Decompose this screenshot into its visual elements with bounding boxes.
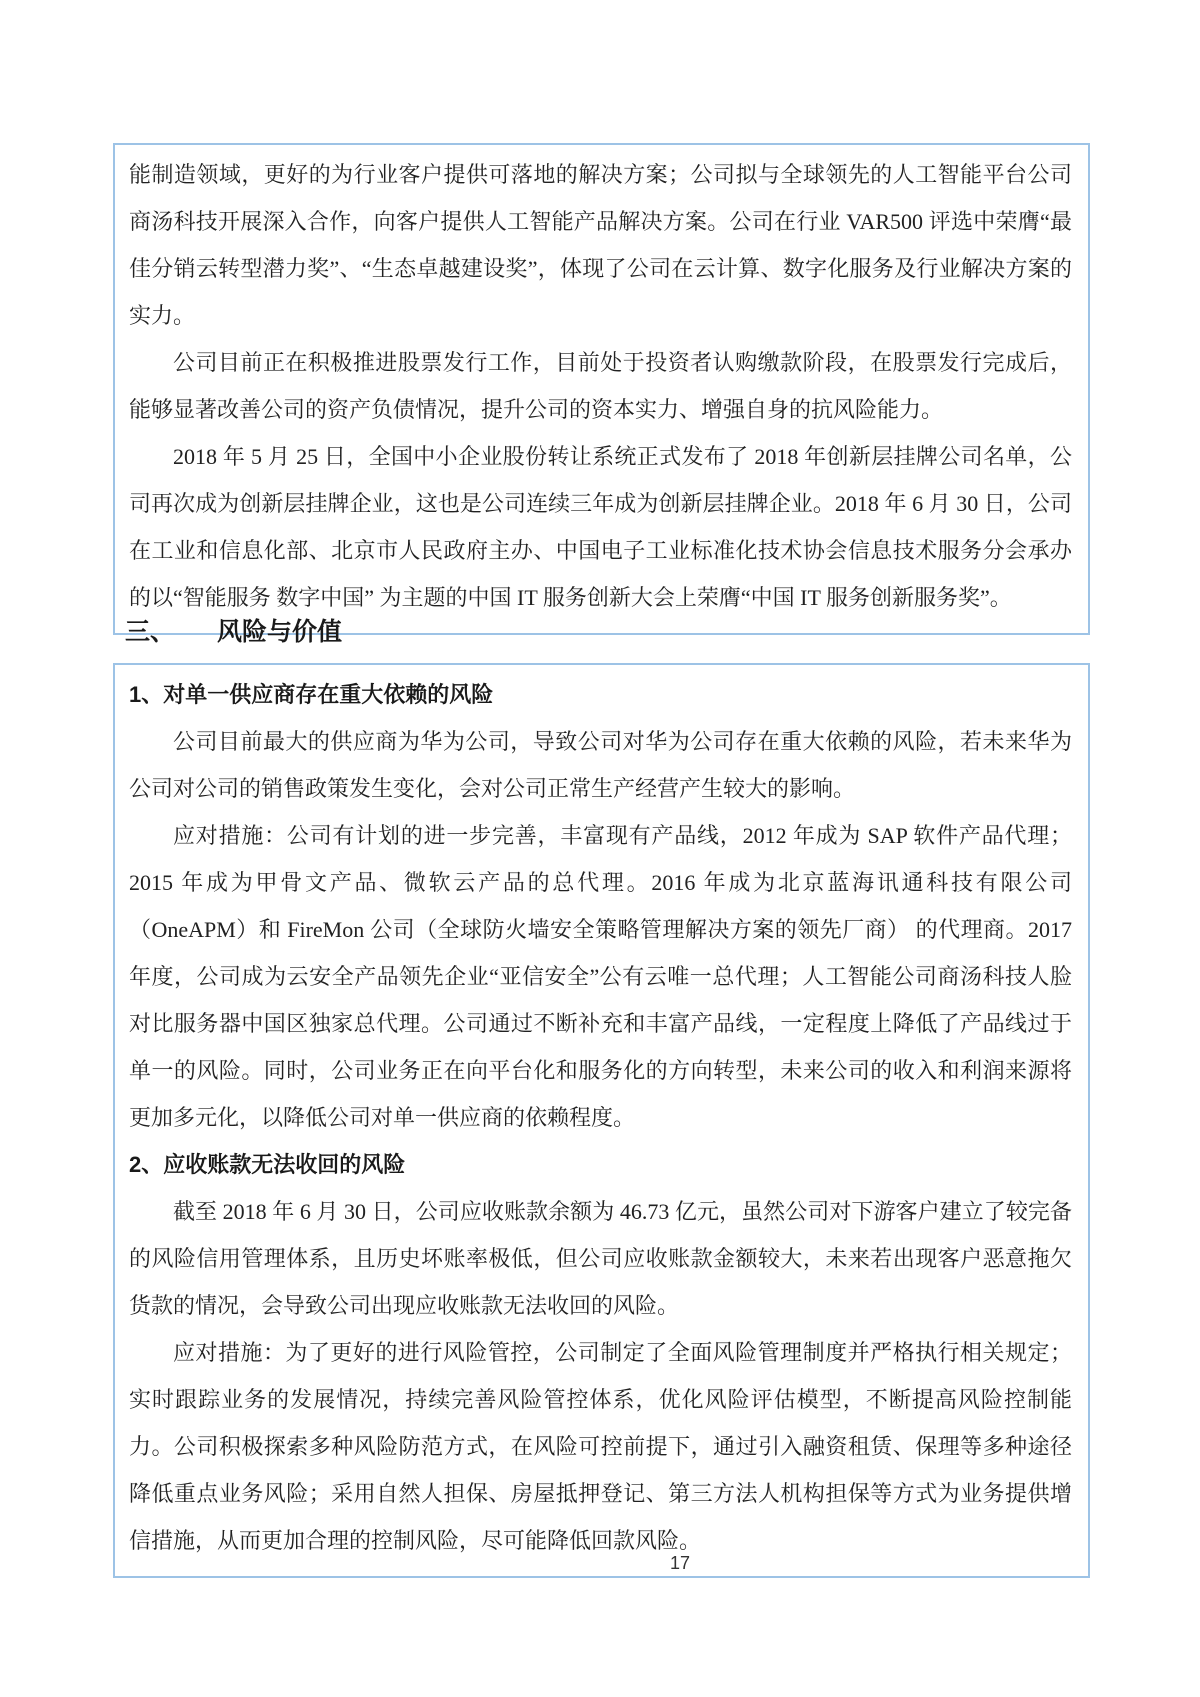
paragraph: 能制造领域，更好的为行业客户提供可落地的解决方案；公司拟与全球领先的人工智能平台公司商汤科技开展深入合作，向客户提供人工智能产品解决方案。公司在行业 VAR500 评选中荣膺“最佳分销云转型潜力奖”、“生态卓越建设奖”，体现了公司在云计算、数字化服务及行业解决方案的实力。 [129, 162, 1072, 328]
paragraph: 2018 年 5 月 25 日，全国中小企业股份转让系统正式发布了 2018 年创新层挂牌公司名单，公司再次成为创新层挂牌企业，这也是公司连续三年成为创新层挂牌企业。2018 年 6 月 30 日，公司在工业和信息化部、北京市人民政府主办、中国电子工业标准化技术协会信息技术服务分会承办的以“智能服务 数字中国” 为主题的中国 IT 服务创新大会上荣膺“中国 IT 服务创新服务奖”。 [129, 444, 1072, 610]
section-heading [125, 612, 342, 648]
risk-item-heading: 1、对单一供应商存在重大依赖的风险 [129, 682, 494, 707]
paragraph: 截至 2018 年 6 月 30 日，公司应收账款余额为 46.73 亿元，虽然公司对下游客户建立了较完备的风险信用管理体系，且历史坏账率极低，但公司应收账款金额较大，未来若出现客户恶意拖欠货款的情况，会导致公司出现应收账款无法收回的风险。 [129, 1199, 1072, 1318]
paragraph: 公司目前正在积极推进股票发行工作，目前处于投资者认购缴款阶段，在股票发行完成后，能够显著改善公司的资产负债情况，提升公司的资本实力、增强自身的抗风险能力。 [129, 350, 1072, 422]
risk-item-heading: 2、应收账款无法收回的风险 [129, 1152, 406, 1177]
page-number: 17 [669, 1553, 691, 1573]
section-heading-number: 三、 [125, 618, 176, 646]
risk-text-box [113, 663, 1090, 1578]
paragraph: 应对措施：为了更好的进行风险管控，公司制定了全面风险管理制度并严格执行相关规定；实时跟踪业务的发展情况，持续完善风险管控体系，优化风险评估模型，不断提高风险控制能力。公司积极探索多种风险防范方式，在风险可控前提下，通过引入融资租赁、保理等多种途径降低重点业务风险；采用自然人担保、房屋抵押登记、第三方法人机构担保等方式为业务提供增信措施，从而更加合理的控制风险，尽可能降低回款风险。 [129, 1340, 1072, 1553]
section-heading-title: 风险与价值 [217, 618, 343, 646]
intro-text-box [113, 143, 1090, 635]
paragraph: 应对措施：公司有计划的进一步完善，丰富现有产品线，2012 年成为 SAP 软件产品代理；2015 年成为甲骨文产品、微软云产品的总代理。2016 年成为北京蓝海讯通科技有限公司（OneAPM）和 FireMon 公司（全球防火墙安全策略管理解决方案的领先厂商） 的代理商。2017 年度，公司成为云安全产品领先企业“亚信安全”公有云唯一总代理；人工智能公司商汤科技人脸对比服务器中国区独家总代理。公司通过不断补充和丰富产品线，一定程度上降低了产品线过于单一的风险。同时，公司业务正在向平台化和服务化的方向转型，未来公司的收入和利润来源将更加多元化，以降低公司对单一供应商的依赖程度。 [129, 823, 1072, 1130]
paragraph: 公司目前最大的供应商为华为公司，导致公司对华为公司存在重大依赖的风险，若未来华为公司对公司的销售政策发生变化，会对公司正常生产经营产生较大的影响。 [129, 729, 1072, 801]
